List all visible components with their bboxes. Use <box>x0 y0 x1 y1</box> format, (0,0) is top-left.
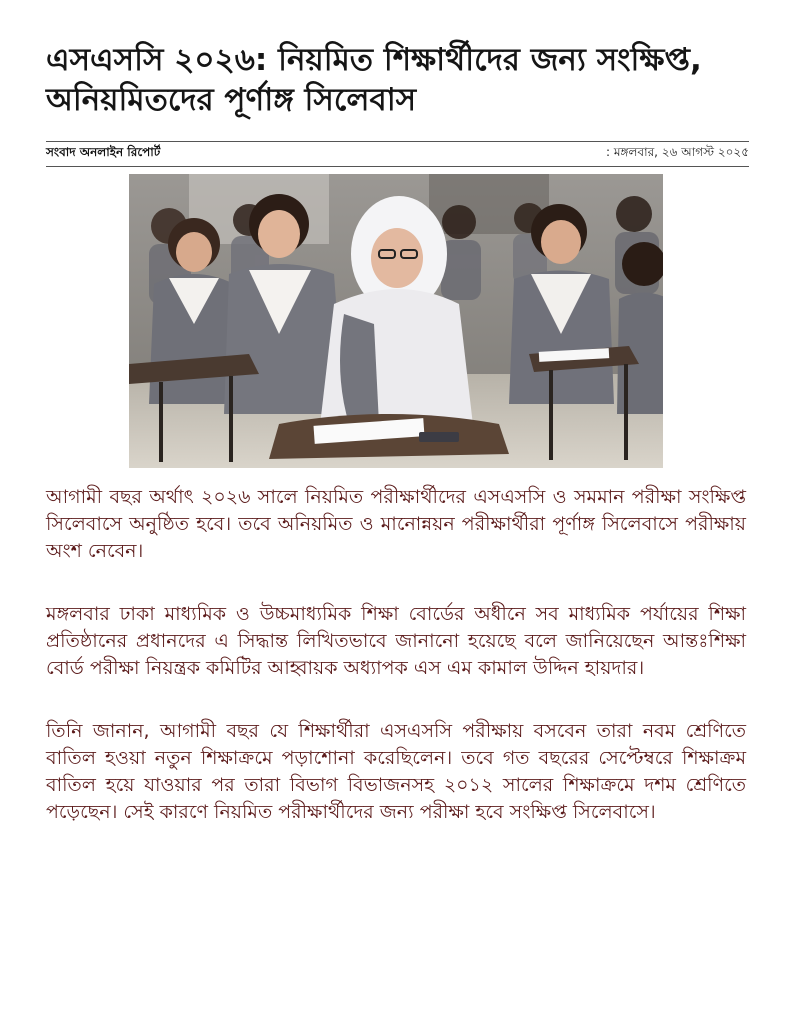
exam-photo-illustration <box>129 174 663 468</box>
exam-hall-photo <box>129 174 663 468</box>
headline: এসএসসি ২০২৬: নিয়মিত শিক্ষার্থীদের জন্য সংক্ষিপ্ত, অনিয়মিতদের পূর্ণাঙ্গ সিলেবাস <box>46 42 702 118</box>
paragraph-3: তিনি জানান, আগামী বছর যে শিক্ষার্থীরা এসএসসি পরীক্ষায় বসবেন তারা নবম শ্রেণিতে বাতিল হওয়া নতুন শিক্ষাক্রমে পড়াশোনা করেছিলেন। তবে গত বছরের সেপ্টেম্বরে শিক্ষাক্রম বাতিল হয়ে যাওয়ার পর তারা বিভাগ বিভাজনসহ ২০১২ সালের শিক্ষাক্রমে দশম শ্রেণিতে পড়েছেন। সেই কারণে নিয়মিত পরীক্ষার্থীদের জন্য পরীক্ষা হবে সংক্ষিপ্ত সিলেবাসে। <box>46 720 746 823</box>
publish-date: : মঙ্গলবার, ২৬ আগস্ট ২০২৫ <box>606 145 749 159</box>
byline-bar <box>46 141 749 167</box>
article-body <box>46 484 746 862</box>
paragraph-2: মঙ্গলবার ঢাকা মাধ্যমিক ও উচ্চমাধ্যমিক শিক্ষা বোর্ডের অধীনে সব মাধ্যমিক পর্যায়ের শিক্ষা প্রতিষ্ঠানের প্রধানদের এ সিদ্ধান্ত লিখিতভাবে জানানো হয়েছে বলে জানিয়েছেন আন্তঃশিক্ষা বোর্ড পরীক্ষা নিয়ন্ত্রক কমিটির আহ্বায়ক অধ্যাপক এস এম কামাল উদ্দিন হায়দার। <box>46 603 746 679</box>
paragraph-1: আগামী বছর অর্থাৎ ২০২৬ সালে নিয়মিত পরীক্ষার্থীদের এসএসসি ও সমমান পরীক্ষা সংক্ষিপ্ত সিলেবাসে অনুষ্ঠিত হবে। তবে অনিয়মিত ও মানোন্নয়ন পরীক্ষার্থীরা পূর্ণাঙ্গ সিলেবাসে পরীক্ষায় অংশ নেবেন। <box>46 486 746 562</box>
byline-author: সংবাদ অনলাইন রিপোর্ট <box>46 145 161 159</box>
